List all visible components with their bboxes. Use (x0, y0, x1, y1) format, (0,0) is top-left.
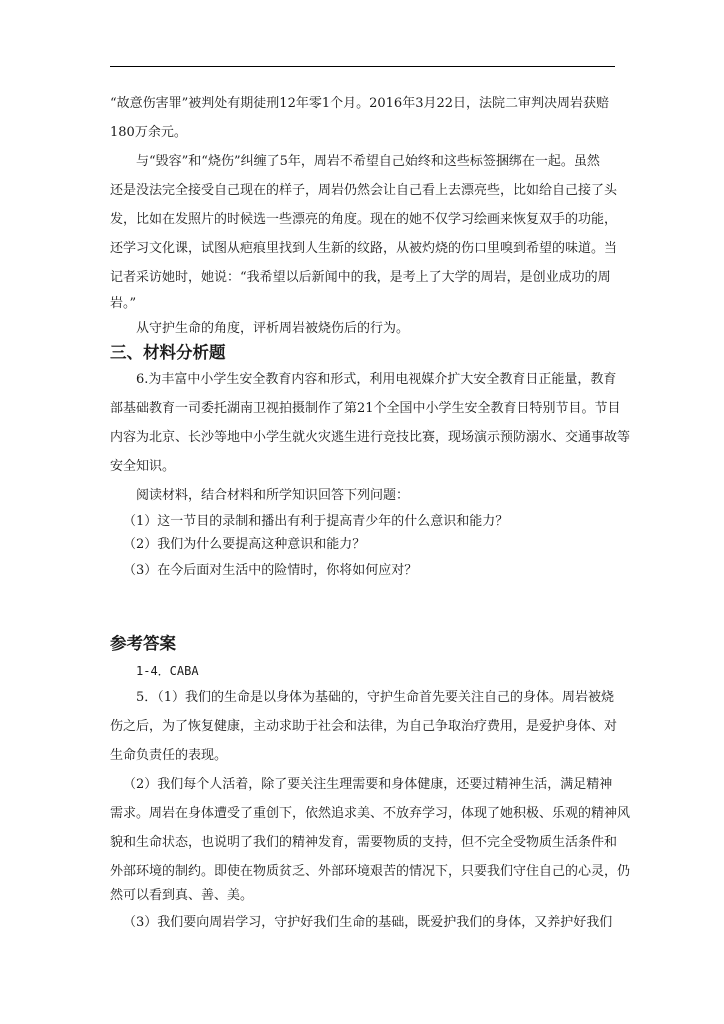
answer5-text-line: （2）我们每个人活着，除了要关注生理需要和身体健康，还要过精神生活，满足精神 (123, 777, 613, 792)
q6-text-line: 部基础教育一司委托湖南卫视拍摄制作了第21个全国中小学生安全教育日特别节目。节目 (110, 401, 621, 416)
answer5-text-line: 外部环境的制约。即使在物质贫乏、外部环境艰苦的情况下，只要我们守住自己的心灵，仍 (110, 864, 631, 879)
case-text-line: 岩。” (110, 296, 137, 311)
answer5-text-line: 生命负责任的表现。 (110, 748, 228, 763)
case-text-line: “故意伤害罪”被判处有期徒刑12年零1个月。2016年3月22日，法院二审判决周岩获赔 (110, 96, 610, 111)
answer5-text-line: （3）我们要向周岩学习，守护好我们生命的基础，既爱护我们的身体，又养护好我们 (123, 915, 613, 930)
case-text-line: 180万余元。 (110, 125, 187, 140)
answer5-text-line: 伤之后，为了恢复健康，主动求助于社会和法律，为自己争取治疗费用，是爱护身体、对 (110, 719, 618, 734)
answer5-text-line: 貌和生命状态，也说明了我们的精神发育，需要物质的支持，但不完全受物质生活条件和 (110, 835, 618, 850)
case-text-line: 记者采访她时，她说：“我希望以后新闻中的我，是考上了大学的周岩，是创业成功的周 (110, 270, 611, 285)
answer-1-4: 1-4．CABA (136, 664, 199, 678)
q6-instruction: 阅读材料，结合材料和所学知识回答下列问题： (136, 488, 410, 503)
q6-text-line: 安全知识。 (110, 459, 176, 474)
q6-text-line: 6.为丰富中小学生安全教育内容和形式，利用电视媒介扩大安全教育日正能量，教育 (136, 372, 617, 387)
q6-subquestion-2: （2）我们为什么要提高这种意识和能力？ (123, 537, 366, 552)
case-text-line: 还学习文化课，试图从疤痕里找到人生新的纹路，从被灼烧的伤口里嗅到希望的味道。当 (110, 241, 618, 256)
case-text-line: 还是没法完全接受自己现在的样子，周岩仍然会让自己看上去漂亮些，比如给自己接了头 (110, 183, 618, 198)
answer5-text-line: 然可以看到真、善、美。 (110, 888, 254, 903)
q6-subquestion-3: （3）在今后面对生活中的险情时，你将如何应对？ (123, 563, 418, 578)
q6-subquestion-1: （1）这一节目的录制和播出有利于提高青少年的什么意识和能力？ (123, 514, 509, 529)
section-heading: 三、材料分析题 (110, 343, 226, 362)
case-text-line: 与“毁容”和“烧伤”纠缠了5年，周岩不希望自己始终和这些标签捆绑在一起。虽然 (136, 154, 600, 169)
header-rule (110, 66, 615, 67)
answer5-text-line: 需求。周岩在身体遭受了重创下，依然追求美、不放弃学习，体现了她积极、乐观的精神风 (110, 806, 631, 821)
q6-text-line: 内容为北京、长沙等地中小学生就火灾逃生进行竞技比赛，现场演示预防溺水、交通事故等 (110, 430, 631, 445)
answer5-text-line: 5．（1）我们的生命是以身体为基础的，守护生命首先要关注自己的身体。周岩被烧 (136, 690, 615, 705)
answer-heading: 参考答案 (110, 634, 176, 653)
question-prompt: 从守护生命的角度，评析周岩被烧伤后的行为。 (136, 321, 410, 336)
case-text-line: 发，比如在发照片的时候选一些漂亮的角度。现在的她不仅学习绘画来恢复双手的功能， (110, 212, 618, 227)
